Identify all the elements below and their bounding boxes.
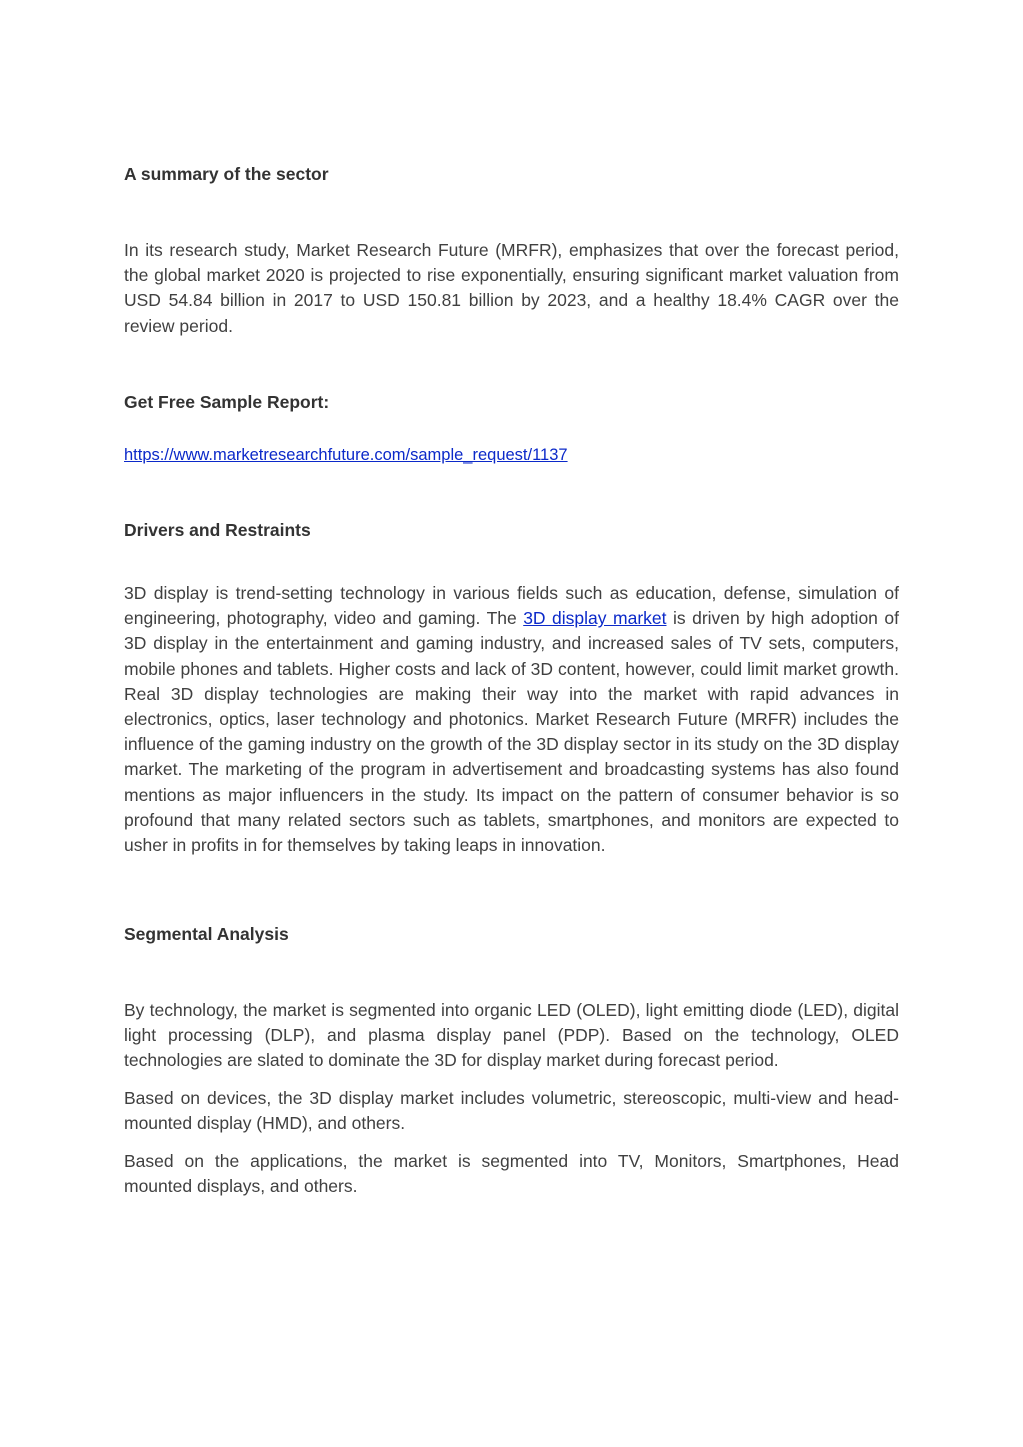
summary-heading: A summary of the sector xyxy=(124,164,329,184)
segmental-paragraph-technology: By technology, the market is segmented into organic LED (OLED), light emitting diode (LED), digital light processing (DLP), and plasma display panel (PDP). Based on the technology, OLED technologies are slated to dominate the 3D for display market during forecast period. xyxy=(124,1000,899,1071)
sample-report-heading: Get Free Sample Report: xyxy=(124,392,330,412)
segmental-heading: Segmental Analysis xyxy=(124,924,289,944)
drivers-paragraph xyxy=(124,581,899,858)
segmental-paragraph-applications: Based on the applications, the market is segmented into TV, Monitors, Smartphones, Head mounted displays, and others. xyxy=(124,1151,899,1197)
drivers-heading: Drivers and Restraints xyxy=(124,520,311,540)
summary-paragraph: In its research study, Market Research Future (MRFR), emphasizes that over the forecast period, the global market 2020 is projected to rise exponentially, ensuring significant market valuation from USD 54.84 billion in 2017 to USD 150.81 billion by 2023, and a healthy 18.4% CAGR over the review period. xyxy=(124,240,899,336)
drivers-text-start: 3D display is trend-setting technology in various fields such as education, defense, simulation of engineering, photography, video and gaming. The xyxy=(124,583,899,629)
segmental-paragraph-devices: Based on devices, the 3D display market includes volumetric, stereoscopic, multi-view and head-mounted display (HMD), and others. xyxy=(124,1088,899,1134)
3d-display-market-link[interactable]: 3D display market xyxy=(523,608,667,629)
sample-request-link[interactable]: https://www.marketresearchfuture.com/sample_request/1137 xyxy=(124,446,568,464)
drivers-text-end: is driven by high adoption of 3D display in the entertainment and gaming industry, and increased sales of TV sets, computers, mobile phones and tablets. Higher costs and lack of 3D content, however, could limit market growth. Real 3D display technologies are making their way into the market with rapid advances in electronics, optics, laser technology and photonics. Market Research Future (MRFR) includes the influence of the gaming industry on the growth of the 3D display sector in its study on the 3D display market. The marketing of the program in advertisement and broadcasting systems has also found mentions as major influencers in the study. Its impact on the pattern of consumer behavior is so profound that many related sectors such as tablets, smartphones, and monitors are expected to usher in profits in for themselves by taking leaps in innovation. xyxy=(124,608,899,856)
